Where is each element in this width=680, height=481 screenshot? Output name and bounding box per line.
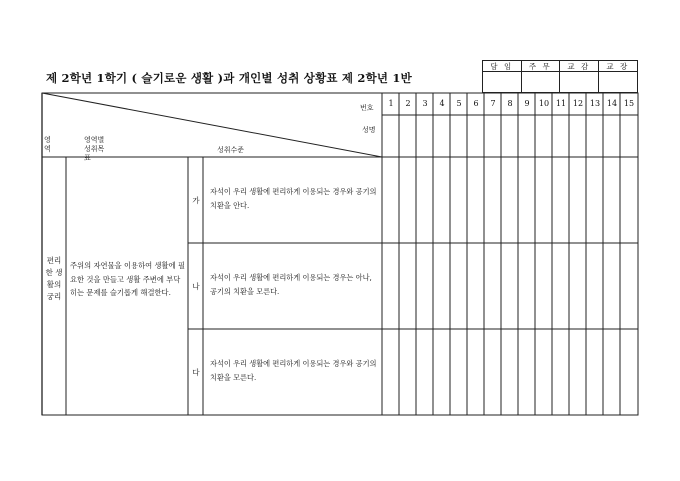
student-number: 9: [524, 99, 530, 108]
grade-label: 가: [192, 196, 200, 205]
student-number: 12: [572, 99, 584, 108]
grade-label: 나: [192, 282, 200, 291]
student-number: 5: [456, 99, 462, 108]
student-number: 8: [507, 99, 513, 108]
page-title: 제 2학년 1학기 ( 슬기로운 생활 )과 개인별 성취 상황표 제 2학년 1반: [46, 71, 412, 85]
area-name: 편리한 생활의 궁리: [45, 256, 63, 301]
goal-label: 영역별 성취목표: [84, 136, 105, 162]
student-number: 10: [538, 99, 550, 108]
student-number: 1: [388, 99, 394, 108]
student-number: 14: [606, 99, 618, 108]
approval-header: 담 임: [483, 61, 522, 72]
number-label: 번호: [360, 104, 374, 112]
approval-header: 주 무: [522, 61, 561, 72]
level-description: 자석이 우리 생활에 편리하게 이용되는 경우와 공기의 치환을 모른다.: [210, 359, 377, 382]
approval-header: 교 장: [599, 61, 638, 72]
student-number: 4: [439, 99, 445, 108]
goal-text: 주위의 자연물을 이용하여 생활에 필요한 것을 만들고 생활 주변에 부닥히는 문제를 슬기롭게 해결한다.: [70, 261, 186, 297]
student-number: 11: [555, 99, 567, 108]
level-label: 성취수준: [217, 146, 245, 154]
student-number: 7: [490, 99, 496, 108]
student-number: 15: [623, 99, 635, 108]
student-number: 6: [473, 99, 479, 108]
approval-header: 교 감: [560, 61, 599, 72]
name-label: 성명: [362, 126, 376, 134]
student-number: 13: [589, 99, 601, 108]
area-label: 영역: [44, 136, 51, 153]
student-number: 3: [422, 99, 428, 108]
grade-label: 다: [192, 368, 200, 377]
level-description: 자석이 우리 생활에 편리하게 이용되는 경우와 공기의 치환을 안다.: [210, 187, 377, 210]
student-number: 2: [405, 99, 411, 108]
level-description: 자석이 우리 생활에 편리하게 이용되는 경우는 아나, 공기의 치환을 모른다.: [210, 273, 372, 296]
